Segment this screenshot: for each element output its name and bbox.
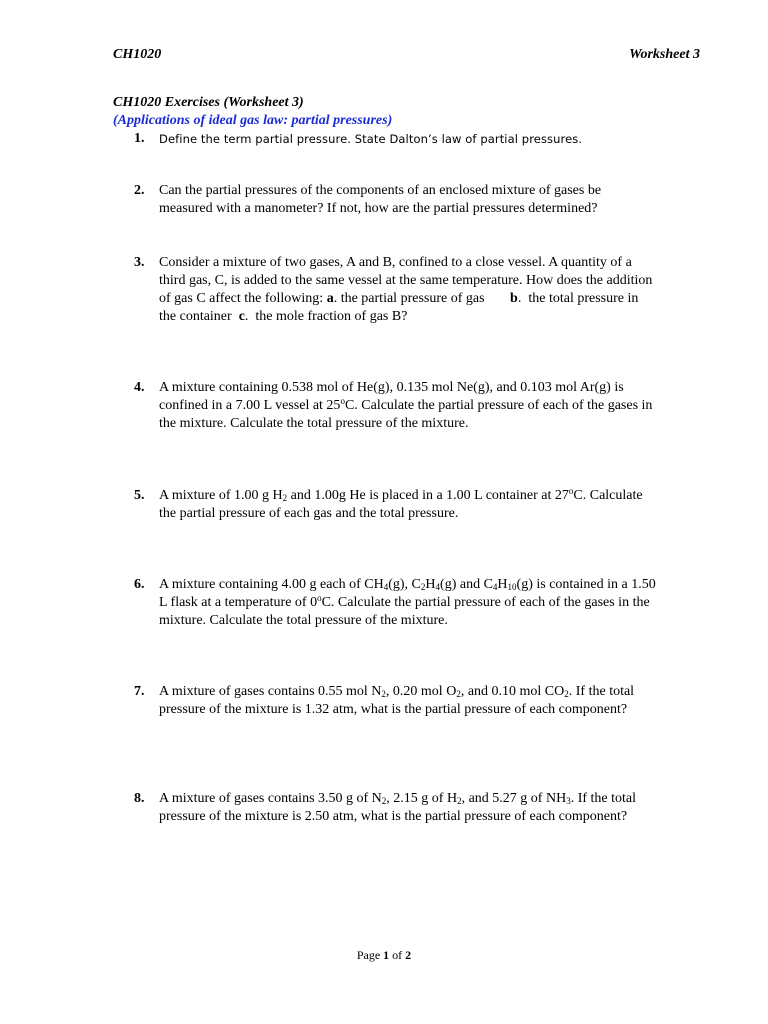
question-number: 6. [134, 577, 145, 592]
question-number: 5. [134, 488, 145, 503]
page-subtitle: (Applications of ideal gas law: partial pressures) [113, 113, 393, 128]
question-number: 7. [134, 684, 145, 699]
question-text: Consider a mixture of two gases, A and B, confined to a close vessel. A quantity of a third gas, C, is added to the same vessel at the same temperature. How does the addition of gas C affect the following: a. the partial pressure of gas b. the total pressure in the container c. the mole fraction of gas B? [159, 255, 653, 324]
question-text: Define the term partial pressure. State Dalton’s law of partial pressures. [159, 132, 583, 146]
question-number: 3. [134, 255, 145, 270]
worksheet-label-header: Worksheet 3 [629, 47, 700, 62]
question-8 [113, 790, 658, 826]
question-2 [113, 182, 658, 218]
question-number: 8. [134, 791, 145, 806]
course-code-header: CH1020 [113, 47, 162, 62]
question-number: 1. [134, 131, 145, 146]
page-title: CH1020 Exercises (Worksheet 3) [113, 95, 304, 110]
question-number: 4. [134, 380, 145, 395]
question-1 [113, 130, 658, 148]
question-number: 2. [134, 183, 145, 198]
question-text: A mixture of 1.00 g $H_2$ and 1.00g He is placed in a 1.00 L container at 27$^o$C. Calculate the partial pressure of each gas and the total pressure. [159, 486, 643, 521]
question-4 [113, 379, 658, 433]
question-3 [113, 254, 658, 326]
question-6 [113, 576, 658, 630]
page-footer: Page 1 of 2 [356, 948, 412, 962]
question-text: A mixture containing 4.00 g each of $CH_4(g)$, $C_2H_4(g)$ and $C_4H_{10}(g)$ is contained in a 1.50 L flask at a temperature of 0$^o$C. Calculate the partial pressure of each of the gases in the mixture. Calculate the total pressure of the mixture. [159, 577, 656, 628]
question-7 [113, 683, 658, 719]
question-text: A mixture containing 0.538 mol of He(g), 0.135 mol Ne(g), and 0.103 mol Ar(g) is confined in a 7.00 L vessel at 25$^o$C. Calculate the partial pressure of each of the gases in the mixture. Calculate the total pressure of the mixture. [159, 380, 653, 431]
question-text: Can the partial pressures of the components of an enclosed mixture of gases be measured with a manometer? If not, how are the partial pressures determined? [159, 183, 602, 216]
question-text: A mixture of gases contains 3.50 g of $N_2$, 2.15 g of $H_2$, and 5.27 g of $NH_3$. If the total pressure of the mixture is 2.50 atm, what is the partial pressure of each component? [159, 791, 636, 824]
question-5 [113, 487, 658, 523]
question-text: A mixture of gases contains 0.55 mol $N_2$, 0.20 mol $O_2$, and 0.10 mol $CO_2$. If the total pressure of the mixture is 1.32 atm, what is the partial pressure of each component? [159, 684, 635, 717]
